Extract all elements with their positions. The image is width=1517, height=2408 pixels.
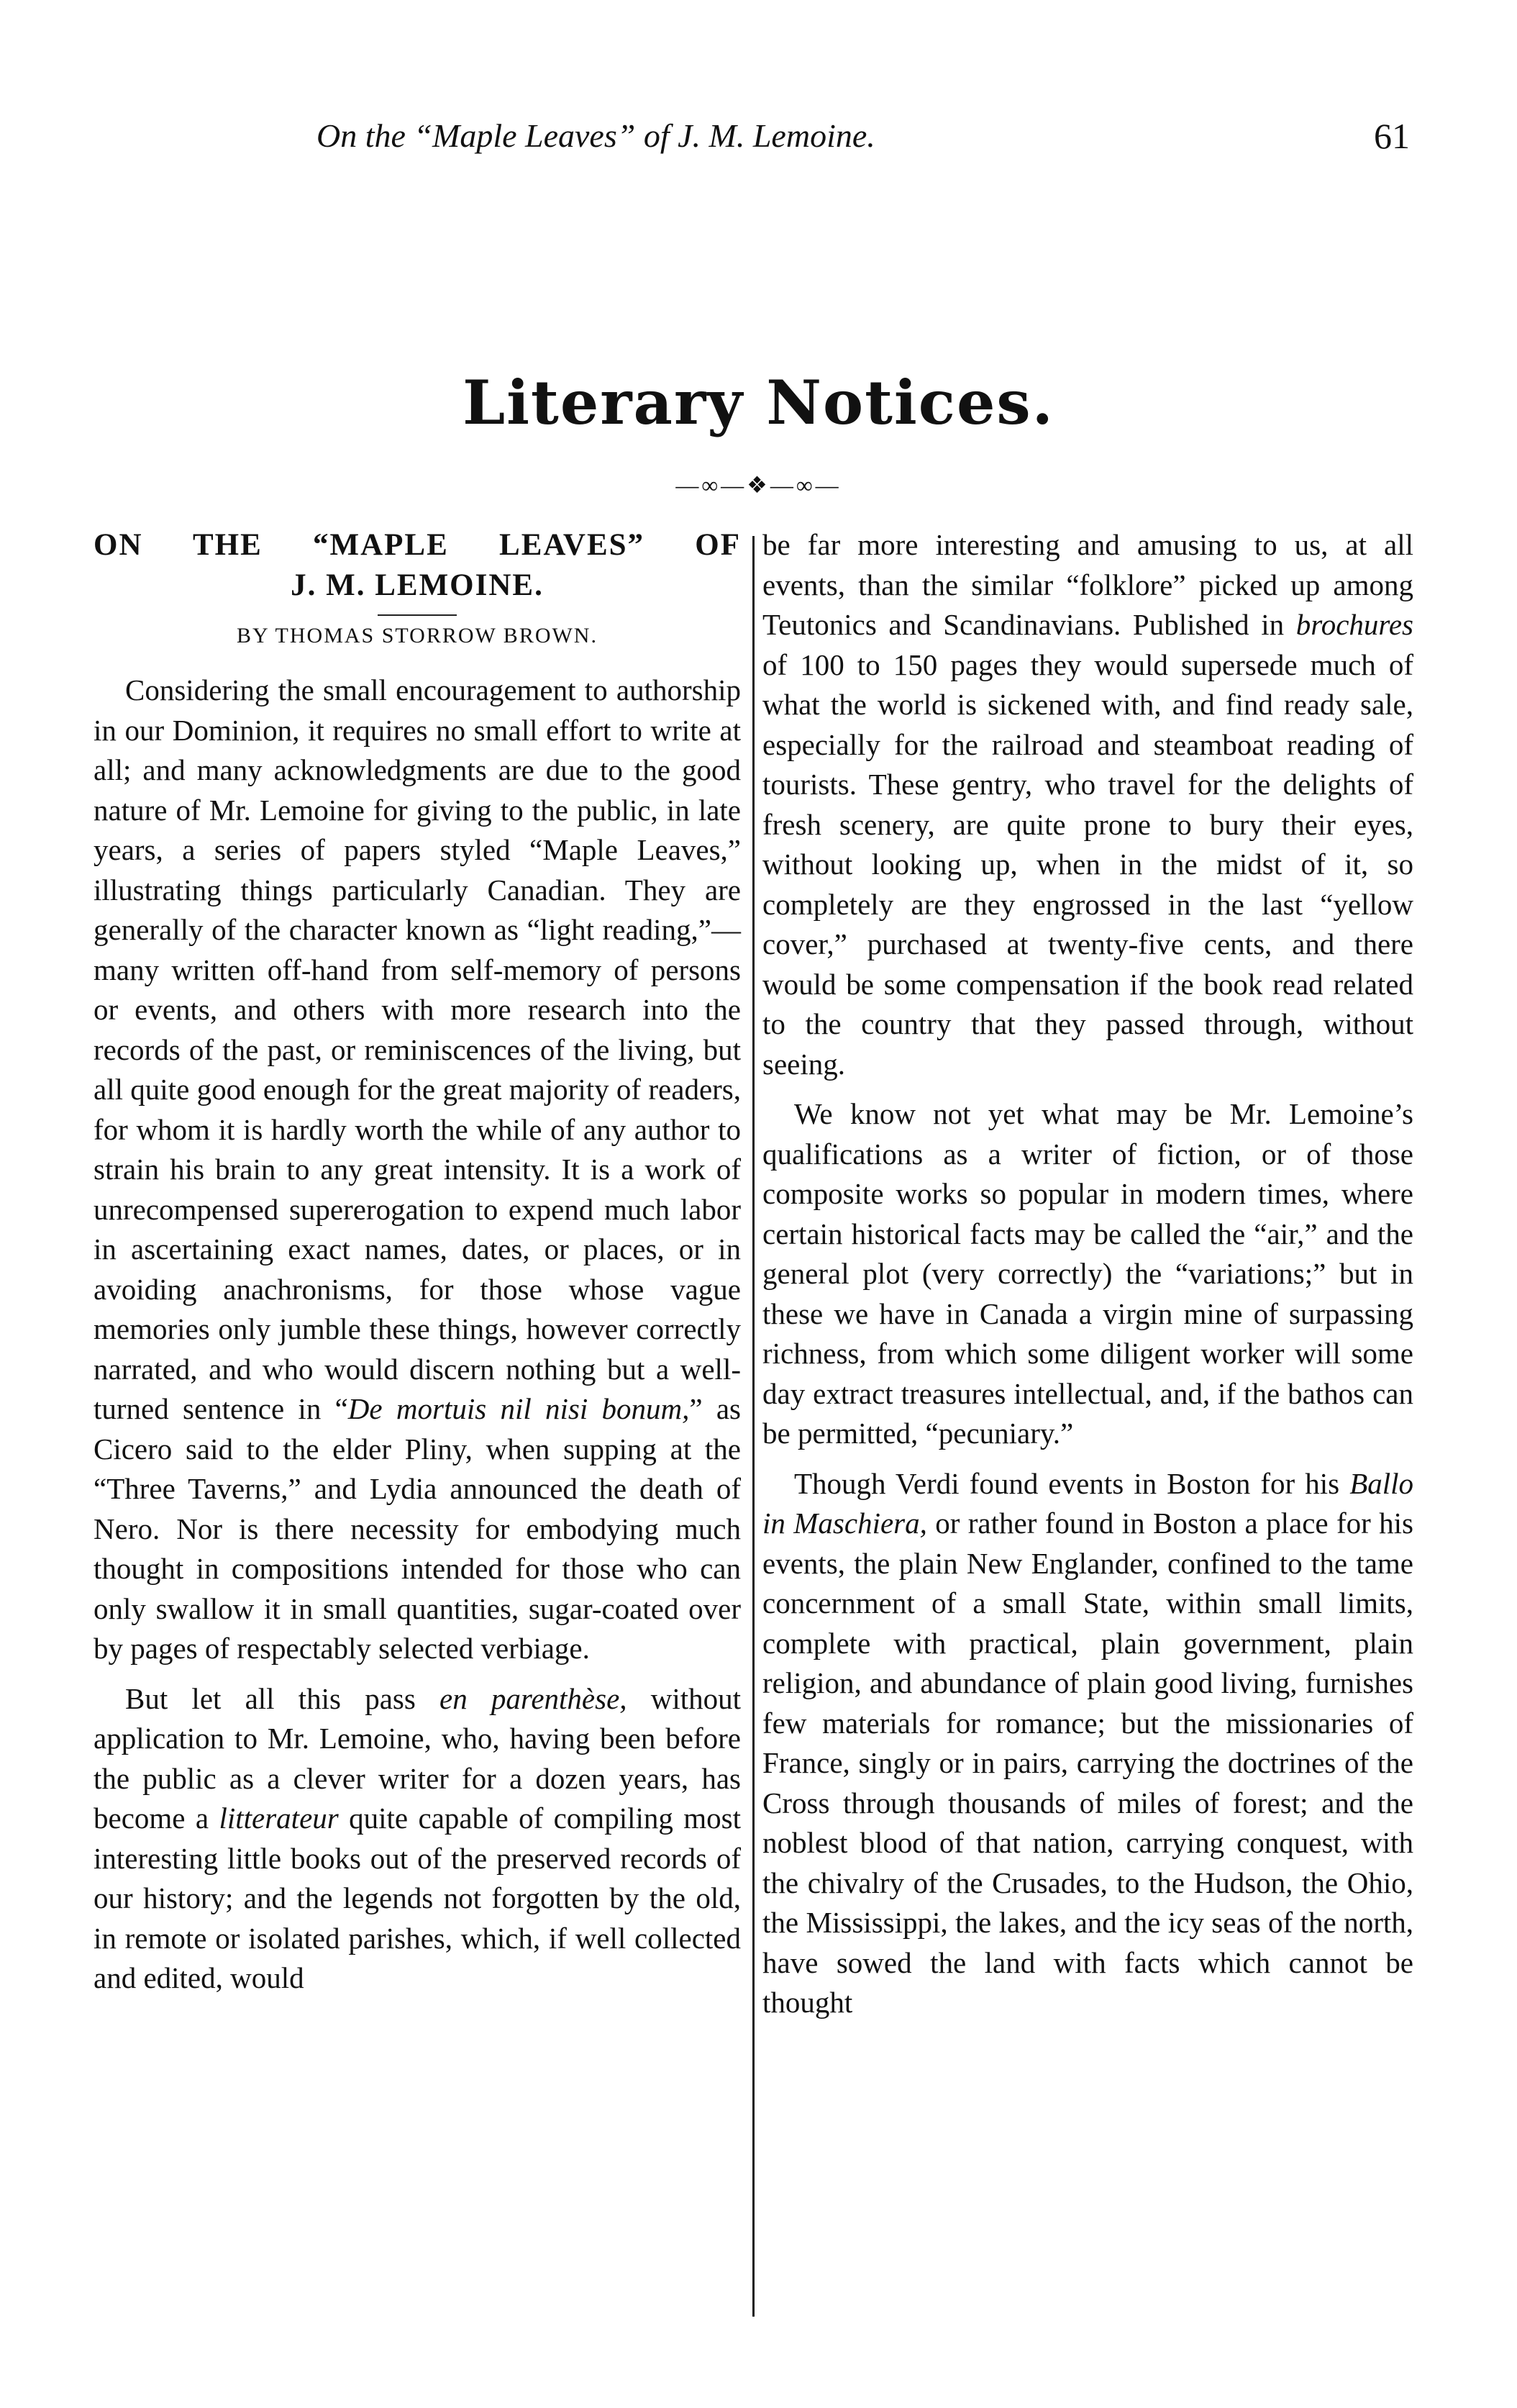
paragraph-4-italic: Ballo in Maschiera,	[762, 1466, 1414, 1540]
paragraph-continuation	[762, 525, 1413, 1084]
column-rule	[752, 536, 755, 2317]
article-title-line2: J. M. LEMOINE.	[291, 568, 544, 602]
ornament-divider: —∞—❖—∞—	[675, 472, 842, 498]
paragraph-4-start: Though Verdi found events in Boston for his	[794, 1466, 1340, 1500]
right-column	[762, 525, 1413, 2033]
paragraph-1	[94, 671, 741, 1669]
article-title-line1: ON THE “MAPLE LEAVES” OF	[94, 528, 741, 562]
paragraph-2-start: But let all this pass	[125, 1681, 416, 1715]
article-byline: BY THOMAS STORROW BROWN.	[237, 624, 598, 648]
paragraph-2-italic-1: en parenthèse,	[439, 1681, 627, 1715]
paragraph-4	[762, 1464, 1413, 2023]
latin-quote: De mortuis nil nisi bonum,	[347, 1392, 690, 1425]
running-title: On the “Maple Leaves” of J. M. Lemoine.	[316, 117, 875, 154]
continuation-start: be far more interesting and amusing to us, at all events, than the similar “folklore” picked up among Teutonics and Scandinavians. Published in	[762, 528, 1413, 641]
paragraph-2-end: quite capable of compiling most interesting little books out of the preserved records of our history; and the legends not forgotten by the old, in remote or isolated parishes, which, if well collected and edited, would	[94, 1802, 741, 1994]
paragraph-1-tail: ” as Cicero said to the elder Pliny, when supping at the “Three Taverns,” and Lydia announced the death of Nero. Nor is there necessity for embodying much thought in compositions intended for those who can only swallow it in small quantities, sugar-coated over by pages of respectably selected verbiage.	[94, 1392, 741, 1665]
running-head	[316, 108, 1410, 165]
continuation-end: of 100 to 150 pages they would supersede much of what the world is sickened with, and find ready sale, especially for the railroad and steamboat reading of tourists. These gentry, who travel for the delights of fresh scenery, are quite prone to bury their eyes, without looking up, when in the midst of it, so completely are they engrossed in the last “yellow cover,” purchased at twenty-five cents, and there would be some compensation if the book read related to the country that they passed through, without seeing.	[762, 648, 1413, 1081]
paragraph-2-italic-2: litterateur	[219, 1802, 339, 1835]
paragraph-3-text: We know not yet what may be Mr. Lemoine’s qualifications as a writer of fiction, or of those composite works so popular in modern times, where certain historical facts may be called the “air,” and the general plot (very correctly) the “variations;” but in these we have in Canada a virgin mine of surpassing richness, from which some diligent worker will some day extract treasures intellectual, and, if the bathos can be permitted, “pecuniary.”	[762, 1097, 1413, 1450]
continuation-italic: brochures	[1295, 608, 1413, 641]
paragraph-1-text: Considering the small encouragement to authorship in our Dominion, it requires no small effort to write at all; and many acknowledgments are due to the good nature of Mr. Lemoine for giving to the public, in late years, a series of papers styled “Maple Leaves,” illustrating things particularly Canadian. They are generally of the character known as “light reading,”—many written off-hand from self-memory of persons or events, and others with more research into the records of the past, or reminiscences of the living, but all quite good enough for the great majority of readers, for whom it is hardly worth the while of any author to strain his brain to any great intensity. It is a work of unrecompensed supererogation to expend much labor in ascertaining exact names, dates, or places, or in avoiding anachronisms, for those whose vague memories only jumble these things, however correctly narrated, and who would discern nothing but a well-turned sentence in “	[94, 673, 741, 1425]
paragraph-2-mid: without application to Mr. Lemoine, who, having been before the public as a clever writer for a dozen years, has become a	[94, 1681, 742, 1835]
paragraph-4-end: or rather found in Boston a place for his events, the plain New Englander, confined to the tame concernment of a small State, within small limits, complete with practical, plain government, plain religion, and abundance of plain good living, furnishes few materials for romance; but the missionaries of France, singly or in pairs, carrying the doctrines of the Cross through thousands of miles of forest; and the noblest blood of that nation, carrying conquest, with the chivalry of the Crusades, to the Hudson, the Ohio, the Mississippi, the lakes, and the icy seas of the north, have sowed the land with facts which cannot be thought	[762, 1507, 1413, 2019]
title-rule	[378, 614, 457, 616]
paragraph-3	[762, 1094, 1413, 1454]
article-title	[94, 525, 741, 606]
left-column	[94, 525, 741, 2009]
paragraph-2	[94, 1679, 741, 1999]
section-heading: Literary Notices.	[463, 367, 1054, 438]
page-number: 61	[1374, 116, 1410, 156]
